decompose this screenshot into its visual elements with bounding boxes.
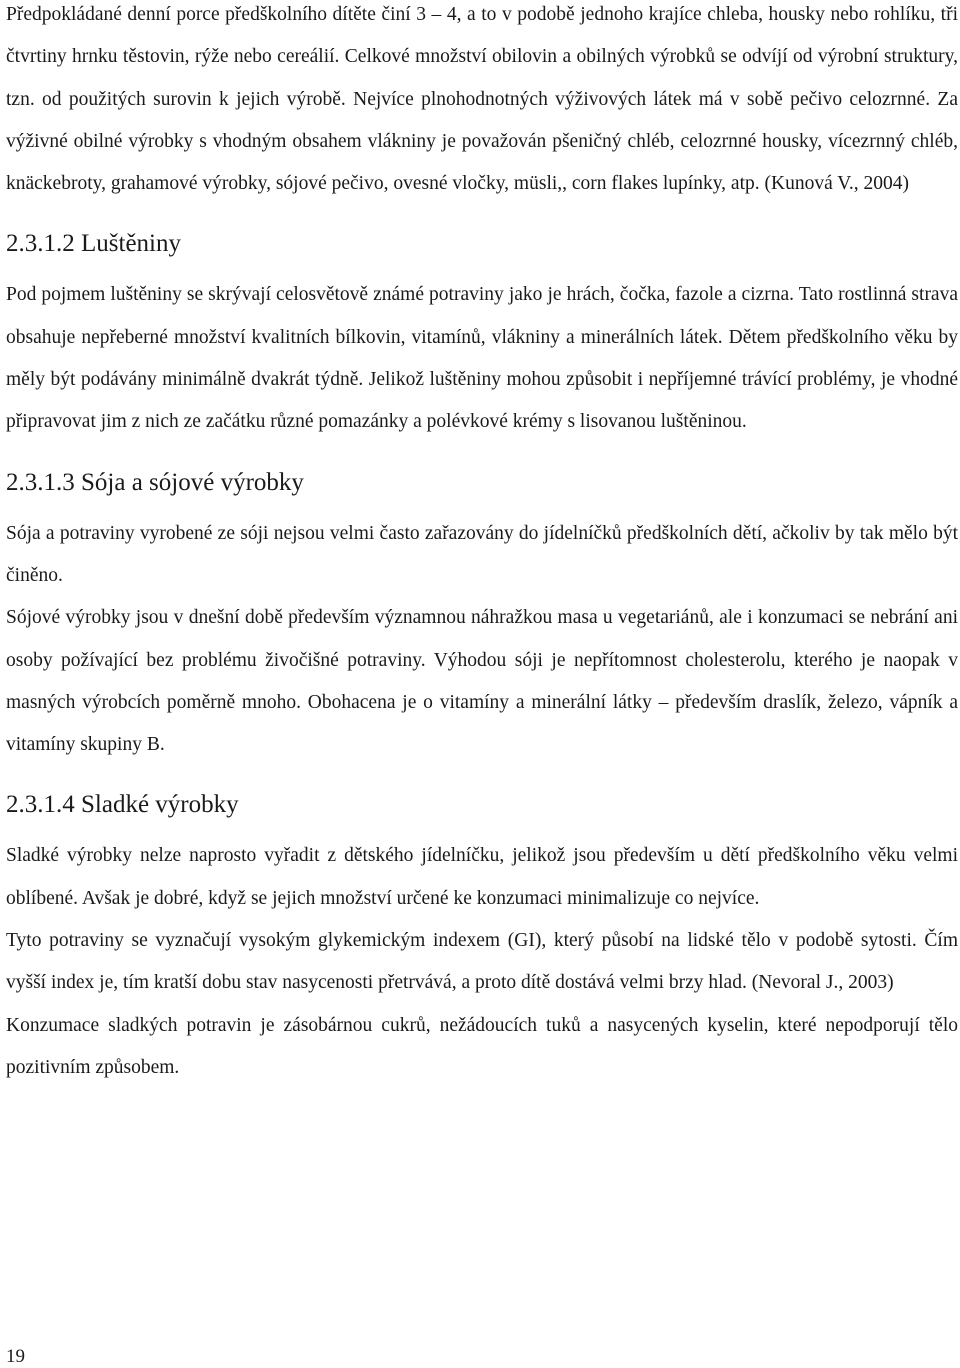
paragraph-soja-2: Sójové výrobky jsou v dnešní době především významnou náhražkou masa u vegetariánů, ale i konzumaci se nebrání ani osoby požívající bez problému živočišné potraviny. Výhodou sóji je nepřítomnost cholesterolu, kterého je naopak v masných výrobcích poměrně mnoho. Obohacena je o vitamíny a minerální látky – především draslík, železo, vápník a vitamíny skupiny B. [6, 607, 958, 756]
heading-lusteniny: 2.3.1.2 Luštěniny [6, 230, 181, 258]
paragraph-intro: Předpokládané denní porce předškolního dítěte činí 3 – 4, a to v podobě jednoho krajíce chleba, housky nebo rohlíku, tři čtvrtiny hrnku těstovin, rýže nebo cereálií. Celkové množství obilovin a obilných výrobků se odvíjí od výrobní struktury, tzn. od použitých surovin k jejich výrobě. Nejvíce plnohodnotných výživových látek má v sobě pečivo celozrnné. Za výživné obilné výrobky s vhodným obsahem vlákniny je považován pšeničný chléb, celozrnné housky, vícezrnný chléb, knäckebroty, grahamové výrobky, sójové pečivo, ovesné vločky, müsli,, corn flakes lupínky, atp. (Kunová V., 2004) [6, 4, 958, 195]
paragraph-sladke-1: Sladké výrobky nelze naprosto vyřadit z dětského jídelníčku, jelikož jsou především u dětí předškolního věku velmi oblíbené. Avšak je dobré, když se jejich množství určené ke konzumaci minimalizuje co nejvíce. [6, 845, 958, 909]
page-number: 19 [6, 1346, 25, 1367]
paragraph-sladke-3: Konzumace sladkých potravin je zásobárnou cukrů, nežádoucích tuků a nasycených kyselin, které nepodporují tělo pozitivním způsobem. [6, 1014, 958, 1078]
paragraph-sladke-2: Tyto potraviny se vyznačují vysokým glykemickým indexem (GI), který působí na lidské tělo v podobě sytosti. Čím vyšší index je, tím kratší dobu stav nasycenosti přetrvává, a proto dítě dostává velmi brzy hlad. (Nevoral J., 2003) [6, 930, 958, 994]
heading-sladke: 2.3.1.4 Sladké výrobky [6, 791, 239, 819]
heading-soja: 2.3.1.3 Sója a sójové výrobky [6, 468, 304, 496]
paragraph-lusteniny: Pod pojmem luštěniny se skrývají celosvětově známé potraviny jako je hrách, čočka, fazole a cizrna. Tato rostlinná strava obsahuje nepřeberné množství kvalitních bílkovin, vitamínů, vlákniny a minerálních látek. Dětem předškolního věku by měly být podávány minimálně dvakrát týdně. Jelikož luštěniny mohou způsobit i nepříjemné trávící problémy, je vhodné připravovat jim z nich ze začátku různé pomazánky a polévkové krémy s lisovanou luštěninou. [6, 284, 958, 433]
paragraph-soja-1: Sója a potraviny vyrobené ze sóji nejsou velmi často zařazovány do jídelníčků předškolních dětí, ačkoliv by tak mělo být činěno. [6, 522, 958, 586]
document-page [6, 0, 958, 1089]
